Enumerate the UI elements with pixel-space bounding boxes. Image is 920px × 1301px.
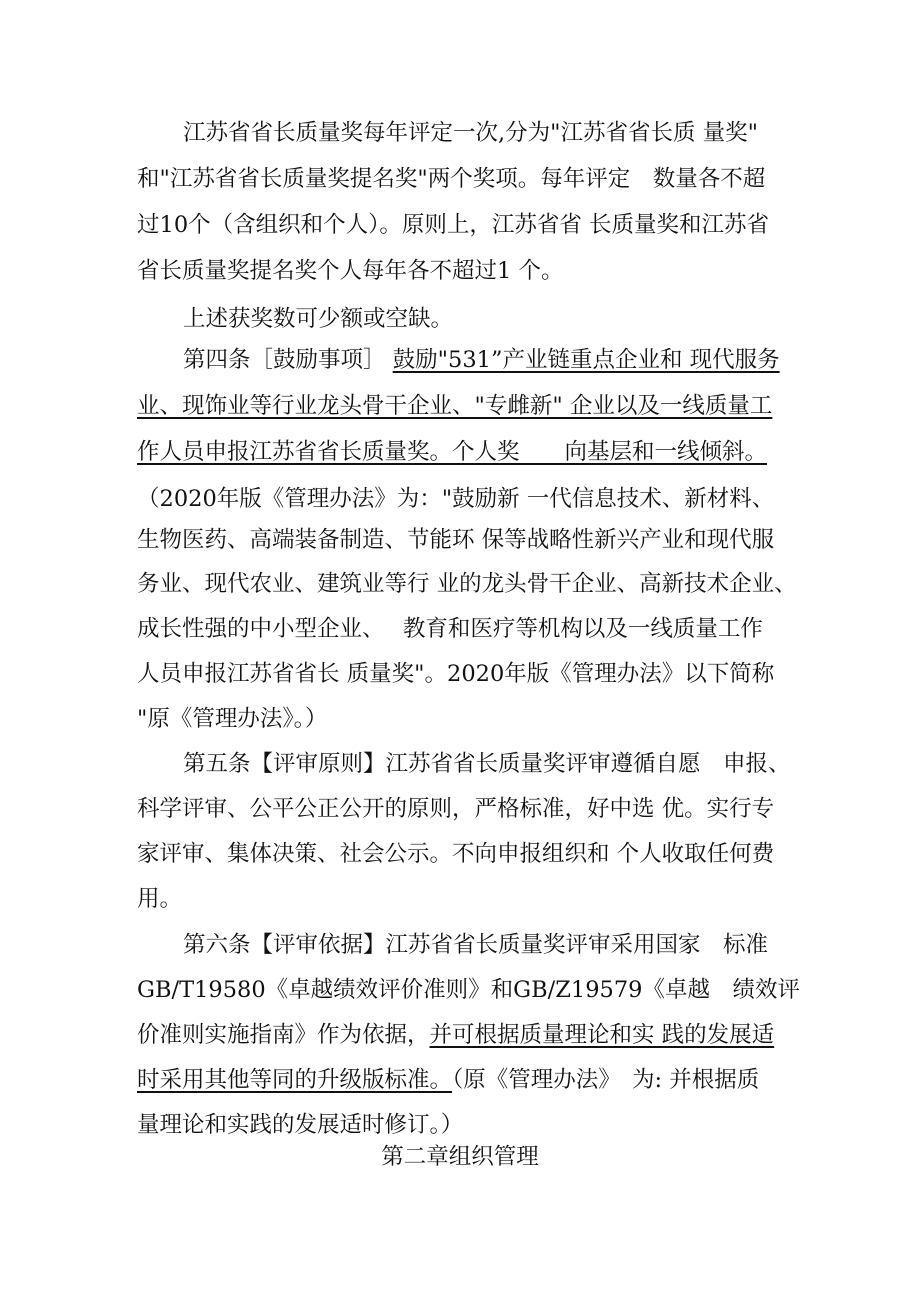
paragraph-line: 业、现饰业等行业龙头骨干企业、"专雌新" 企业以及一线质量工 (137, 393, 773, 419)
article-label: 第四条［鼓励事项］ (183, 347, 386, 373)
paragraph-line: 和"江苏省省长质量奖提名奖"两个奖项。每年评定 数量各不超 (137, 166, 766, 192)
plain-text: （原《管理办法》 为: 并根据质 (452, 1067, 760, 1093)
plain-text: 价准则实施指南》作为依据， (137, 1022, 430, 1048)
paragraph-line: 江苏省省长质量奖每年评定一次,分为"江苏省省长质 量奖" (183, 120, 759, 146)
underlined-text: 时采用其他等同的升级版标准。 (137, 1067, 453, 1093)
paragraph-line: 量理论和实践的发展适时修订。） (137, 1112, 464, 1138)
paragraph-line: 生物医药、高端装备制造、节能环 保等战略性新兴产业和现代服 (137, 527, 775, 553)
paragraph-line (137, 1058, 797, 1102)
paragraph-line: 省长质量奖提名奖个人每年各不超过1 个。 (137, 258, 564, 284)
paragraph-line: 上述获奖数可少额或空缺。 (183, 306, 454, 332)
underlined-text: 鼓励"531”产业链重点企业和 现代服务 (392, 347, 780, 373)
paragraph-line (183, 338, 797, 382)
paragraph-line: GB/T19580《卓越绩效评价准则》和GB/Z19579《卓越 绩效评 (137, 977, 800, 1003)
paragraph-line: 过10个（含组织和个人）。原则上，江苏省省 长质量奖和江苏省 (137, 212, 770, 238)
paragraph-line: 人员申报江苏省省长 质量奖"。2020年版《管理办法》以下简称 (137, 661, 775, 687)
paragraph-line (137, 1013, 797, 1057)
paragraph-line: 家评审、集体决策、社会公示。不向申报组织和 个人收取任何费 (137, 841, 775, 867)
paragraph-line: 科学评审、公平公正公开的原则，严格标准，好中选 优。实行专 (137, 796, 775, 822)
underlined-text: 并可根据质量理论和实 践的发展适 (429, 1022, 775, 1048)
paragraph-line: 务业、现代农业、建筑业等行 业的龙头骨干企业、高新技术企业、 (137, 571, 797, 597)
paragraph-line: "原《管理办法》。） (137, 706, 328, 732)
paragraph-line: （2020年版《管理办法》为："鼓励新 一代信息技术、新材料、 (137, 486, 775, 512)
paragraph-line: 用。 (137, 886, 183, 912)
paragraph-line: 成长性强的中小型企业、 教育和医疗等机构以及一线质量工作 (137, 616, 763, 642)
paragraph-line: 第五条【评审原则】江苏省省长质量奖评审遵循自愿 申报、 (183, 751, 791, 777)
chapter-heading: 第二章组织管理 (381, 1144, 539, 1170)
paragraph-line: 第六条【评审依据】江苏省省长质量奖评审采用国家 标准 (183, 932, 769, 958)
paragraph-line: 作人员申报江苏省省长质量奖。个人奖 向基层和一线倾斜。 (137, 439, 768, 465)
